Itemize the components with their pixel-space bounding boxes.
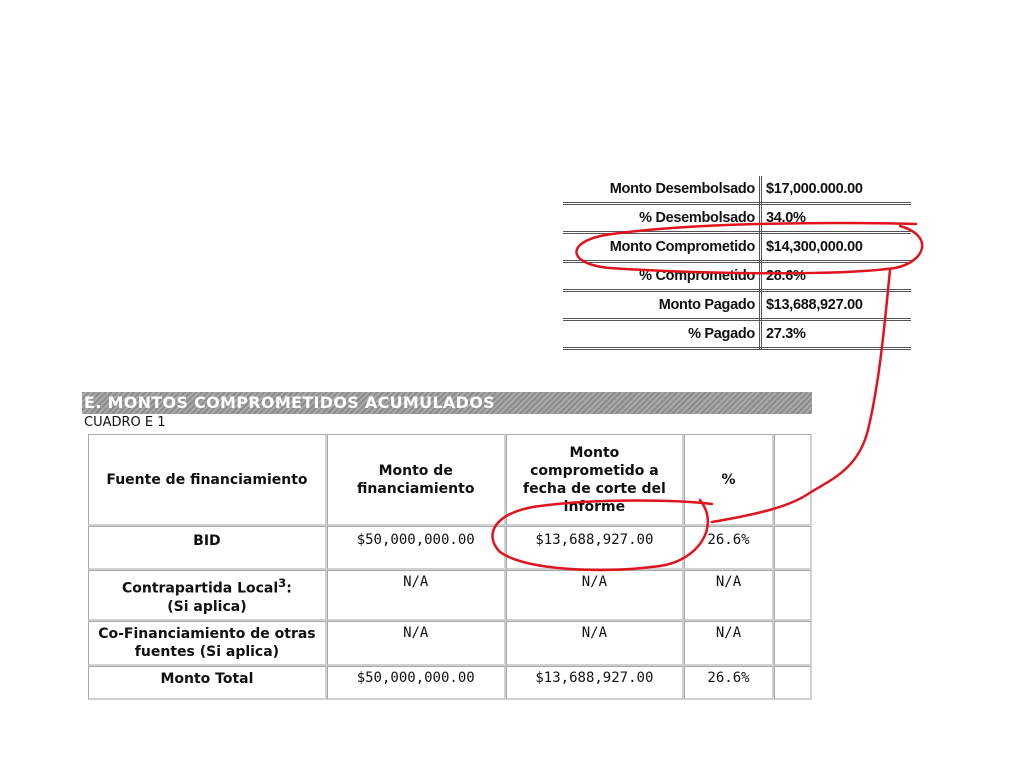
main-table-wrapper	[88, 434, 812, 694]
row-extra	[774, 621, 812, 666]
row-source-suffix: :	[286, 580, 292, 597]
summary-row	[563, 320, 911, 349]
row-extra	[774, 526, 812, 570]
main-table	[88, 434, 812, 700]
row-amount: N/A	[327, 621, 506, 666]
row-committed: N/A	[506, 570, 685, 621]
summary-value: 28.6%	[761, 262, 912, 291]
row-percent: N/A	[684, 621, 774, 666]
summary-label: % Desembolsado	[563, 204, 761, 233]
header-committed: Monto comprometido a fecha de corte del informe	[506, 434, 685, 526]
row-extra	[774, 666, 812, 700]
row-source: Monto Total	[88, 666, 327, 700]
summary-label: % Pagado	[563, 320, 761, 349]
summary-row	[563, 204, 911, 233]
summary-value: 34.0%	[761, 204, 912, 233]
row-amount: N/A	[327, 570, 506, 621]
section-title: E. MONTOS COMPROMETIDOS ACUMULADOS	[82, 392, 812, 414]
summary-label: Monto Desembolsado	[563, 176, 761, 204]
summary-value: $17,000.000.00	[761, 176, 912, 204]
row-amount: $50,000,000.00	[327, 526, 506, 570]
row-percent: 26.6%	[684, 666, 774, 700]
summary-table	[563, 176, 911, 342]
table-row	[88, 570, 812, 621]
footnote-marker: 3	[278, 576, 287, 590]
summary-label: Monto Comprometido	[563, 233, 761, 262]
row-committed: $13,688,927.00	[506, 526, 685, 570]
row-percent: 26.6%	[684, 526, 774, 570]
summary-row	[563, 262, 911, 291]
summary-value: $13,688,927.00	[761, 291, 912, 320]
table-row	[88, 526, 812, 570]
summary-row	[563, 233, 911, 262]
table-row	[88, 621, 812, 666]
row-committed: N/A	[506, 621, 685, 666]
row-source	[88, 570, 327, 621]
header-percent: %	[684, 434, 774, 526]
row-source-line2: (Si aplica)	[167, 598, 247, 615]
summary-label: % Comprometido	[563, 262, 761, 291]
summary-row	[563, 176, 911, 204]
summary-value: $14,300,000.00	[761, 233, 912, 262]
header-source: Fuente de financiamiento	[88, 434, 327, 526]
row-extra	[774, 570, 812, 621]
header-extra	[774, 434, 812, 526]
row-source-line1: Contrapartida Local	[121, 580, 279, 597]
row-amount: $50,000,000.00	[327, 666, 506, 700]
row-committed: $13,688,927.00	[506, 666, 685, 700]
table-header-row	[88, 434, 812, 526]
row-source: BID	[88, 526, 327, 570]
row-source: Co-Financiamiento de otras fuentes (Si aplica)	[88, 621, 327, 666]
summary-value: 27.3%	[761, 320, 912, 349]
row-percent: N/A	[684, 570, 774, 621]
summary-row	[563, 291, 911, 320]
summary-label: Monto Pagado	[563, 291, 761, 320]
table-row-total	[88, 666, 812, 700]
table-caption: CUADRO E 1	[84, 415, 166, 430]
header-amount: Monto de financiamiento	[327, 434, 506, 526]
